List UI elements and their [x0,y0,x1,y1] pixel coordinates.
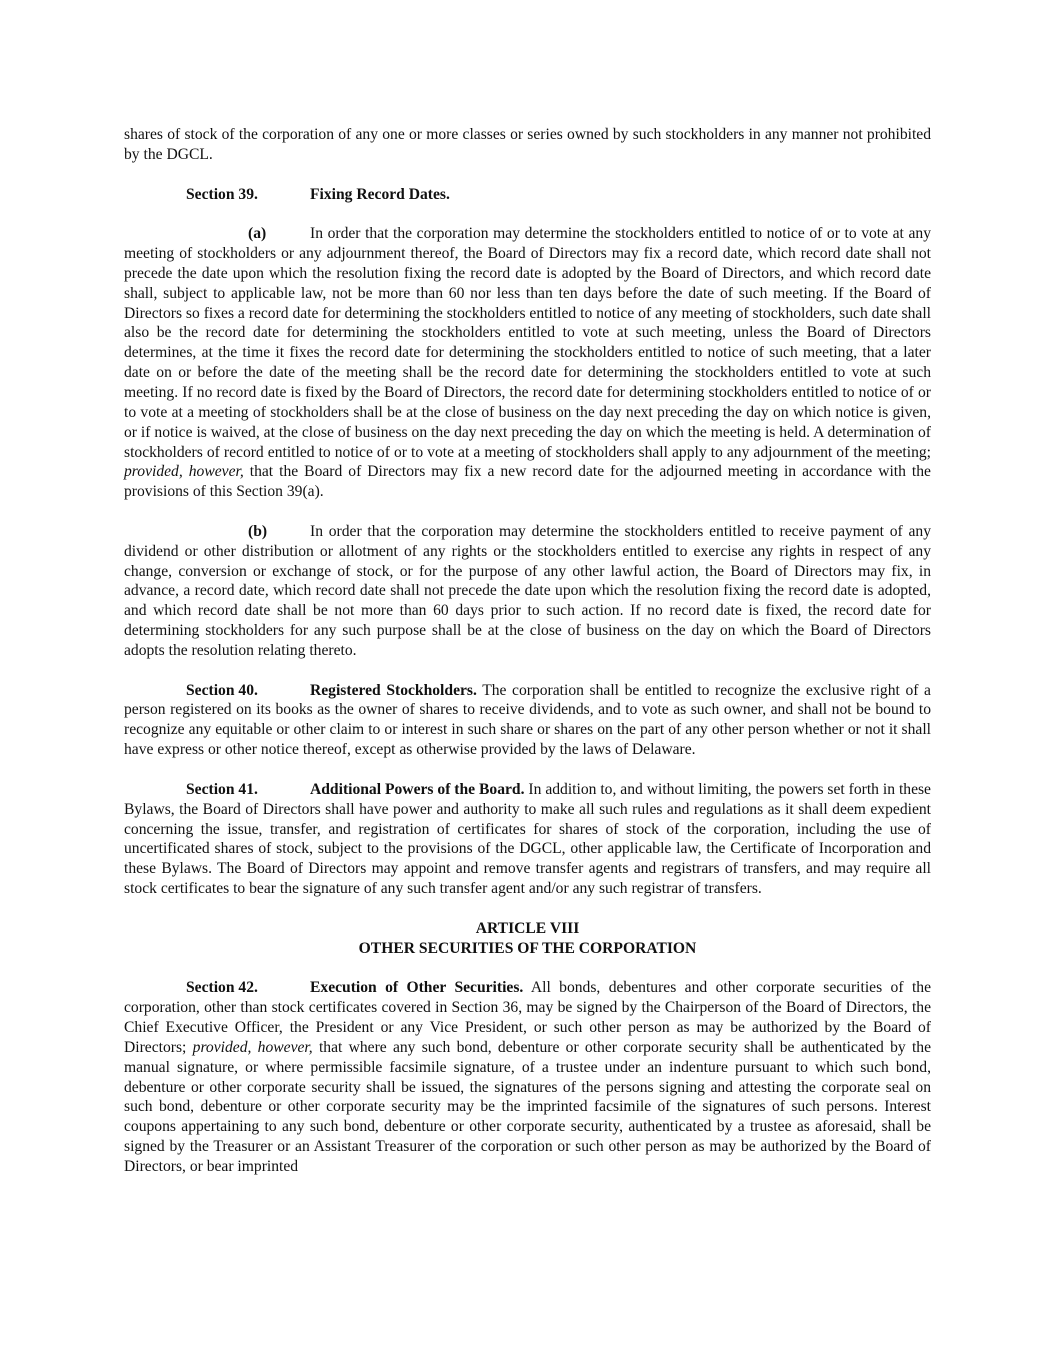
subsection-label: (a) [248,225,267,243]
section-title: Registered Stockholders. [310,681,477,699]
article-number: ARTICLE VIII [475,919,580,937]
continuation-paragraph: shares of stock of the corporation of any one or more classes or series owned by such stockholders in any manner not prohibited by the DGCL. [124,126,931,163]
section-number: Section 39. [186,185,258,203]
section-41-paragraph [124,780,931,899]
section-number: Section 42. [186,979,258,997]
section-title: Fixing Record Dates. [310,185,450,203]
paragraph-text: In addition to, and without limiting, the powers set forth in these Bylaws, the Board of Directors shall have power and authority to make all such rules and regulations as it shall deem expedient concerning the issue, transfer, and registration of certificates for shares of stock of the corporation, including the use of uncertificated shares of stock, subject to the provisions of the DGCL, other applicable law, the Certificate of Incorporation and these Bylaws. The Board of Directors may appoint and remove transfer agents and registrars of transfers, and may require all stock certificates to bear the signature of any such transfer agent and/or any such registrar of transfers. [124,780,931,898]
paragraph-text: In order that the corporation may determine the stockholders entitled to notice of or to vote at any meeting of stockholders or any adjournment thereof, the Board of Directors may fix a record date, which record date shall not precede the date upon which the resolution fixing the record date is adopted by the Board of Directors, and which record date shall, subject to applicable law, not be more than 60 nor less than ten days before the date of such meeting. If the Board of Directors so fixes a record date for determining the stockholders entitled to notice of any meeting of stockholders, such date shall also be the record date for determining the stockholders entitled to vote at such meeting, unless the Board of Directors determines, at the time it fixes the record date for determining the stockholders entitled to notice of such meeting, that a later date on or before the date of the meeting shall be the record date for determining the stockholders entitled to vote at such meeting. If no record date is fixed by the Board of Directors, the record date for determining stockholders entitled to notice of or to vote at a meeting of stockholders shall be at the close of business on the day next preceding the day on which notice is given, or if notice is waived, at the close of business on the day next preceding the day on which the meeting is held. A determination of stockholders of record entitled to notice of or to vote at a meeting of stockholders shall apply to any adjournment of the meeting; [124,225,931,461]
paragraph-text: that the Board of Directors may fix a new record date for the adjourned meeting in accordance with the provisions of this Section 39(a). [124,463,931,501]
paragraph-text: In order that the corporation may determine the stockholders entitled to receive payment of any dividend or other distribution or allotment of any rights or the stockholders entitled to exercise any rights in respect of any change, conversion or exchange of stock, or for the purpose of any other lawful action, the Board of Directors may fix, in advance, a record date, which record date shall not precede the date upon which the resolution fixing the record date is adopted, and which record date shall be not more than 60 days prior to such action. If no record date is fixed, the record date for determining stockholders for any such purpose shall be at the close of business on the day on which the Board of Directors adopts the resolution relating thereto. [124,522,931,659]
section-title: Additional Powers of the Board. [310,780,525,798]
section-title: Execution of Other Securities. [310,979,524,997]
section-40-paragraph [124,681,931,760]
italic-text: provided, however, [124,463,244,481]
subsection-label: (b) [248,522,268,540]
paragraph-text: that where any such bond, debenture or other corporate security shall be authenticated by the manual signature, or where permissible facsimile signature, of a trustee under an indenture pursuant to which such bond, debenture or other corporate security shall be issued, the signatures of the persons signing and attesting the corporate seal on such bond, debenture or other corporate security may be the imprinted facsimile of the signatures of such persons. Interest coupons appertaining to any such bond, debenture or other corporate security, authenticated by a trustee as aforesaid, shall be signed by the Treasurer or an Assistant Treasurer of the corporation or such other person as may be authorized by the Board of Directors, or bear imprinted [124,1038,932,1175]
section-39-heading [124,185,931,205]
article-title: OTHER SECURITIES OF THE CORPORATION [358,939,697,957]
section-number: Section 41. [186,780,258,798]
section-39-b-paragraph [124,522,931,661]
section-39-a-paragraph [124,224,931,502]
section-42-paragraph [124,978,931,1176]
paragraph-text: The corporation shall be entitled to recognize the exclusive right of a person registered on its books as the owner of shares to receive dividends, and to vote as such owner, and shall not be bound to recognize any equitable or other claim to or interest in such share or shares on the part of any other person whether or not it shall have express or other notice thereof, except as otherwise provided by the laws of Delaware. [124,681,931,759]
italic-text: provided, however, [192,1038,313,1056]
paragraph-text: All bonds, debentures and other corporate securities of the corporation, other than stock certificates covered in Section 36, may be signed by the Chairperson of the Board of Directors, the Chief Executive Officer, the President or any Vice President, or such other person as may be authorized by the Board of Directors; [124,979,931,1056]
section-number: Section 40. [186,681,258,699]
